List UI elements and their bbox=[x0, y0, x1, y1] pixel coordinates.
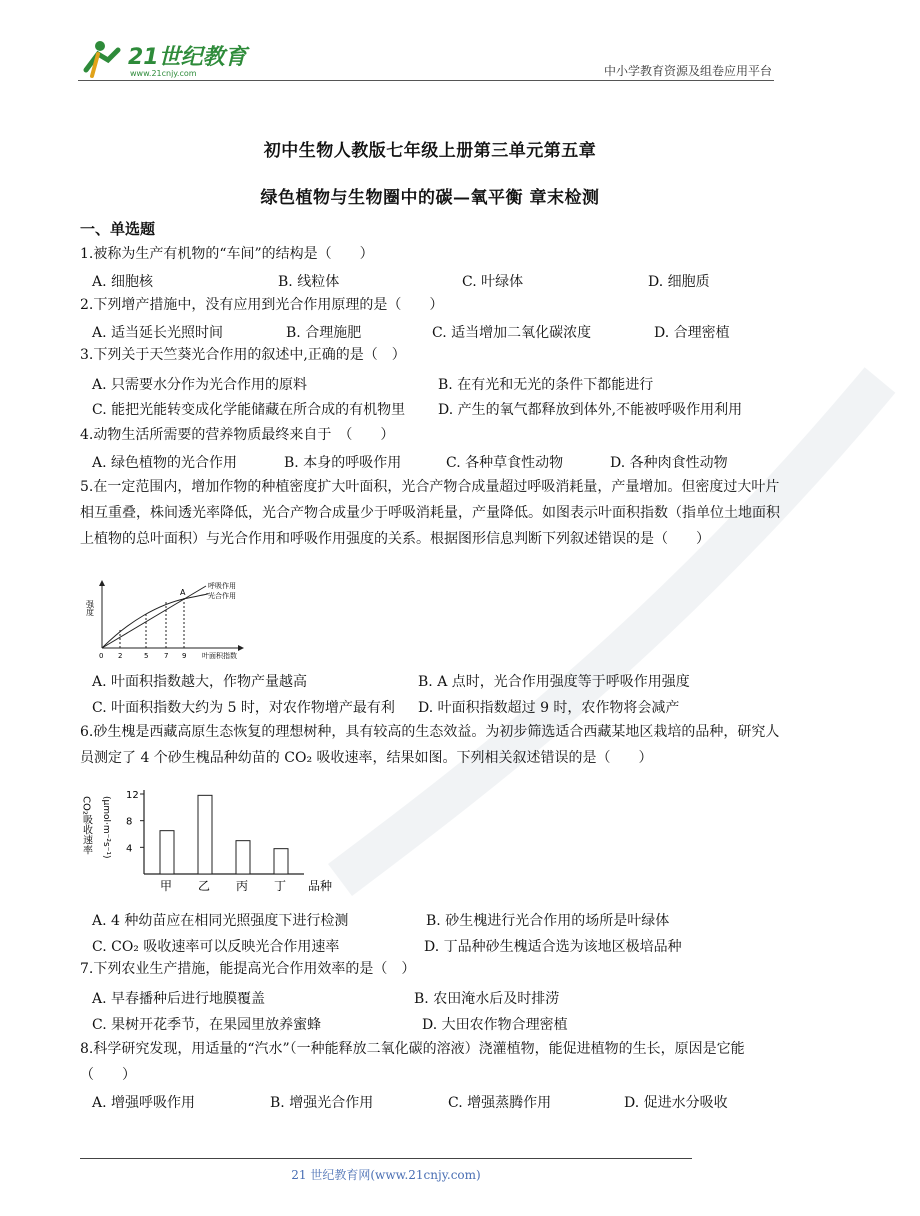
fig5-xlabel: 叶面积指数 bbox=[202, 652, 237, 660]
fig5-tick: 7 bbox=[164, 652, 169, 660]
fig5-tick: 0 bbox=[99, 652, 104, 660]
q1-option-c: C. 叶绿体 bbox=[462, 274, 524, 290]
q6-option-b: B. 砂生槐进行光合作用的场所是叶绿体 bbox=[426, 913, 670, 929]
q4-option-c: C. 各种草食性动物 bbox=[446, 455, 564, 471]
doc-title-line2: 绿色植物与生物圈中的碳—氧平衡 章末检测 bbox=[260, 188, 600, 208]
q3-option-d: D. 产生的氧气都释放到体外,不能被呼吸作用利用 bbox=[438, 402, 743, 418]
q1-option-d: D. 细胞质 bbox=[648, 274, 710, 290]
respiration-curve bbox=[102, 586, 206, 648]
q5-stem: 5.在一定范围内，增加作物的种植密度扩大叶面积，光合产物合成量超过呼吸消耗量，产量增加。但密度过大叶片相互重叠，株间透光率降低，光合产物合成量少于呼吸消耗量，产量降低。如图表示叶面积指数（指单位土地面积上植物的总叶面积）与光合作用和呼吸作用强度的关系。根据图形信息判断下列叙述错误的是（ ） bbox=[80, 479, 780, 547]
q8-option-d: D. 促进水分吸收 bbox=[624, 1095, 728, 1111]
q2-option-a: A. 适当延长光照时间 bbox=[92, 325, 224, 341]
q5-option-c: C. 叶面积指数大约为 5 时，对农作物增产最有利 bbox=[92, 700, 395, 716]
photosynthesis-curve bbox=[102, 594, 208, 648]
q4-stem: 4.动物生活所需要的营养物质最终来自于 （ ） bbox=[80, 427, 395, 443]
q6-option-c: C. CO₂ 吸收速率可以反映光合作用速率 bbox=[92, 939, 340, 955]
q5-option-d: D. 叶面积指数超过 9 时，农作物将会减产 bbox=[418, 700, 680, 716]
fig6-ytick-label: 12 bbox=[126, 790, 139, 801]
header-divider bbox=[78, 80, 774, 81]
fig6-chart bbox=[80, 788, 346, 894]
fig6-category-label: 丙 bbox=[236, 879, 249, 893]
fig5-legend-photosynthesis: 光合作用 bbox=[208, 592, 236, 600]
q7-stem: 7.下列农业生产措施，能提高光合作用效率的是（ ） bbox=[80, 961, 416, 977]
q5-option-b: B. A 点时，光合作用强度等于呼吸作用强度 bbox=[418, 674, 690, 690]
q8-option-b: B. 增强光合作用 bbox=[270, 1095, 374, 1111]
fig5-ylabel: 强度 bbox=[85, 600, 95, 616]
fig6-xlabel: 品种 bbox=[308, 879, 333, 893]
q6-option-a: A. 4 种幼苗应在相同光照强度下进行检测 bbox=[92, 913, 349, 929]
q3-stem: 3.下列关于天竺葵光合作用的叙述中,正确的是（ ） bbox=[80, 347, 406, 363]
q2-option-d: D. 合理密植 bbox=[654, 325, 730, 341]
q5-option-a: A. 叶面积指数越大，作物产量越高 bbox=[92, 674, 308, 690]
site-logo bbox=[78, 36, 248, 80]
q8-stem: 8.科学研究发现，用适量的“汽水”（一种能释放二氧化碳的溶液）浇灌植物，能促进植物的生长，原因是它能（ ） bbox=[80, 1041, 745, 1083]
q1-stem: 1.被称为生产有机物的“车间”的结构是（ ） bbox=[80, 246, 374, 262]
q1-option-b: B. 线粒体 bbox=[278, 274, 340, 290]
fig5-tick: 9 bbox=[182, 652, 187, 660]
fig6-bar bbox=[274, 849, 288, 874]
fig6-category-label: 丁 bbox=[274, 879, 287, 893]
q8-option-c: C. 增强蒸腾作用 bbox=[448, 1095, 552, 1111]
fig5-point-a: A bbox=[180, 588, 186, 597]
footer-divider bbox=[80, 1158, 692, 1159]
fig5-legend-respiration: 呼吸作用 bbox=[208, 582, 236, 590]
q7-option-c: C. 果树开花季节，在果园里放养蜜蜂 bbox=[92, 1017, 322, 1033]
q7-option-b: B. 农田淹水后及时排涝 bbox=[414, 991, 560, 1007]
fig5-tick: 5 bbox=[144, 652, 149, 660]
q2-stem: 2.下列增产措施中，没有应用到光合作用原理的是（ ） bbox=[80, 297, 444, 313]
fig6-ytick-label: 8 bbox=[126, 816, 133, 828]
logo-text: 21世纪教育 bbox=[128, 45, 247, 70]
q6-stem: 6.砂生槐是西藏高原生态恢复的理想树种，具有较高的生态效益。为初步筛选适合西藏某地区栽培的品种，研究人员测定了 4 个砂生槐品种幼苗的 CO₂ 吸收速率，结果如图。下列相关叙述错误的是（ ） bbox=[80, 724, 780, 766]
fig6-category-label: 甲 bbox=[160, 879, 173, 893]
fig6-ylabel: CO₂吸收速率 bbox=[80, 796, 92, 855]
q4-option-d: D. 各种肉食性动物 bbox=[610, 455, 728, 471]
fig5-tick: 2 bbox=[118, 652, 123, 660]
fig6-bar bbox=[160, 831, 174, 874]
fig5-chart bbox=[85, 578, 258, 662]
q3-option-b: B. 在有光和无光的条件下都能进行 bbox=[438, 377, 654, 393]
q4-option-a: A. 绿色植物的光合作用 bbox=[92, 455, 238, 471]
q2-option-b: B. 合理施肥 bbox=[286, 325, 362, 341]
platform-name: 中小学教育资源及组卷应用平台 bbox=[603, 64, 772, 78]
q4-option-b: B. 本身的呼吸作用 bbox=[284, 455, 402, 471]
q1-option-a: A. 细胞核 bbox=[92, 274, 154, 290]
footer-text: 21 世纪教育网(www.21cnjy.com) bbox=[291, 1168, 481, 1182]
fig6-bar bbox=[236, 841, 250, 874]
q6-option-d: D. 丁品种砂生槐适合选为该地区极培品种 bbox=[424, 939, 682, 955]
q3-option-a: A. 只需要水分作为光合作用的原料 bbox=[92, 377, 308, 393]
doc-title-line1: 初中生物人教版七年级上册第三单元第五章 bbox=[263, 141, 597, 161]
q3-option-c: C. 能把光能转变成化学能储藏在所合成的有机物里 bbox=[92, 402, 406, 418]
q2-option-c: C. 适当增加二氧化碳浓度 bbox=[432, 325, 592, 341]
fig6-bar bbox=[198, 795, 212, 874]
section-heading: 一、单选题 bbox=[80, 220, 156, 238]
q7-option-a: A. 早春播种后进行地膜覆盖 bbox=[92, 991, 266, 1007]
fig6-ytick-label: 4 bbox=[126, 843, 133, 855]
logo-url: www.21cnjy.com bbox=[130, 69, 197, 78]
fig6-category-label: 乙 bbox=[198, 879, 211, 893]
q7-option-d: D. 大田农作物合理密植 bbox=[422, 1017, 568, 1033]
q8-option-a: A. 增强呼吸作用 bbox=[92, 1095, 196, 1111]
fig6-yunit: (μmol·m⁻²s⁻¹) bbox=[101, 796, 111, 859]
